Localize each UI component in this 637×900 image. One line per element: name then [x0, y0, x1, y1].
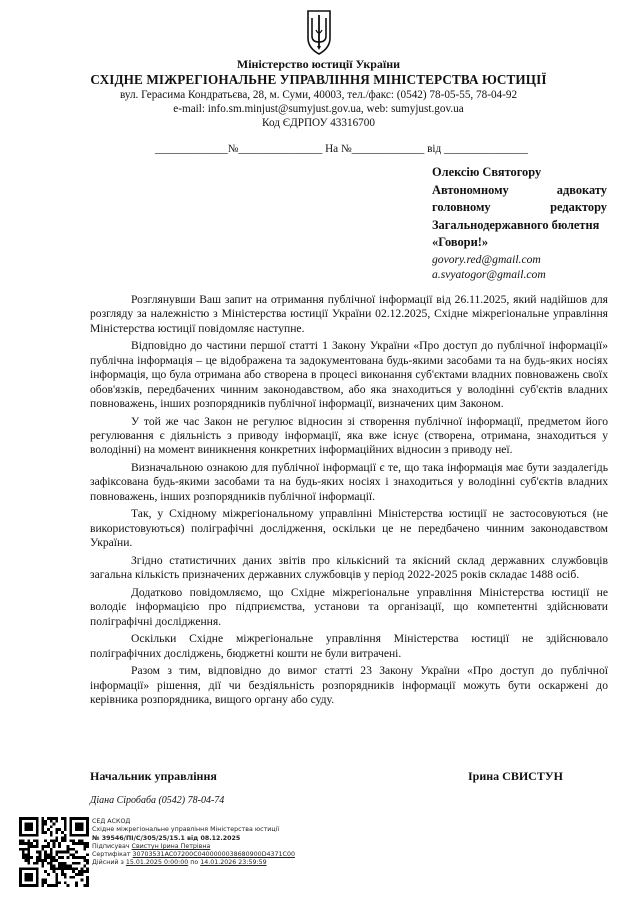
body-paragraph: Відповідно до частини першої статті 1 Закону України «Про доступ до публічної інформації» публічна інформація – це відображена та задокументована будь-якими засобами та на будь-яких носіях інформація, що була отримана або створена в процесі виконання суб'єктами владних повноважень своїх обов'язків, передбачених чинним законодавством, або яка знаходиться у володінні суб'єктів владних повноважень, інших розпорядників публічної інформації, визначених цим Законом. — [90, 339, 608, 411]
recipient-publication: Загальнодержавного бюлетня — [432, 217, 600, 232]
recipient-publication-name: «Говори!» — [432, 235, 489, 249]
qr-code-icon — [19, 817, 89, 887]
recipient-position: головному редактору — [432, 200, 607, 214]
stamp-system: СЕД АСКОД — [92, 818, 131, 825]
department-name: СХІДНЕ МІЖРЕГІОНАЛЬНЕ УПРАВЛІННЯ МІНІСТЕРСТВА ЮСТИЦІЇ — [90, 72, 547, 87]
recipient-name: Олексію Святогору — [432, 165, 542, 179]
stamp-signer: Свистун Ірина Петрівна — [131, 842, 211, 850]
body-paragraph: Визначальною ознакою для публічної інформації є те, що така інформація має бути заздалегідь зафіксована будь-якими засобами та на будь-яких носіях і знаходиться у володінні суб'єктів владних повноважень, інших розпорядників публічної інформації. — [90, 461, 608, 503]
executor-contact: Діана Сіробаба (0542) 78-04-74 — [90, 795, 225, 806]
recipient-block — [432, 164, 607, 252]
address-line: вул. Герасима Кондратьєва, 28, м. Суми, 40003, тел./факс: (0542) 78-05-55, 78-04-92 — [119, 89, 518, 101]
body-paragraph: Оскільки Східне міжрегіональне управління Міністерства юстиції не здійснювало поліграфічних досліджень, бюджетні кошти не були витрачені. — [90, 632, 608, 660]
letter-body — [90, 293, 608, 711]
recipient-role: Автономному адвокату — [432, 182, 607, 197]
stamp-registration-number: № 39546/ПІ/С/305/25/15.1 від 08.12.2025 — [92, 834, 241, 842]
body-paragraph: У той же час Закон не регулює відносин зі створення публічної інформації, предметом його регулювання є діяльність з приводу інформації, яка вже існує (створена, отримана, знаходиться у володінні) на момент виникнення конкретних інформаційних відносин з приводу неї. — [90, 414, 608, 457]
trident-emblem-icon — [306, 8, 332, 56]
signatory-name: Ірина СВИСТУН — [468, 769, 563, 783]
stamp-certificate: 30703531AC07200C0400000038680900D4371C00 — [132, 851, 295, 859]
body-paragraph: Згідно статистичних даних звітів про кількісний та якісний склад державних службовців загальна кількість призначених державних службовців у період 2022-2025 років складає 1488 осіб. — [90, 553, 608, 582]
stamp-signer-row: Підписувач Свистун Ірина Петрівна — [92, 842, 211, 850]
contacts-line: e-mail: info.sm.minjust@sumyjust.gov.ua, web: sumyjust.gov.ua — [173, 103, 464, 115]
signatory-title: Начальник управління — [90, 769, 217, 783]
registration-line: _____________№_______________ На №_____________ від _______________ — [155, 143, 528, 155]
stamp-validity-row: Дійсний з 15.01.2025 0:00:00 по 14.01.2026 23:59:59 — [92, 859, 267, 867]
body-paragraph: Розглянувши Ваш запит на отримання публічної інформації від 26.11.2025, який надійшов для розгляду за належністю з Міністерства юстиції України 02.12.2025, Східне міжрегіональне управління Міністерства юстиції повідомляє наступне. — [90, 293, 608, 335]
stamp-organization: Східне міжрегіональне управління Міністерства юстиції — [92, 826, 280, 834]
electronic-signature-stamp — [92, 818, 295, 868]
recipient-email-1[interactable]: govory.red@gmail.com — [432, 253, 541, 266]
recipient-email-2[interactable]: a.svyatogor@gmail.com — [432, 268, 546, 281]
recipient-emails — [432, 252, 546, 282]
body-paragraph: Так, у Східному міжрегіональному управлінні Міністерства юстиції не застосовуються (не використовуються) поліграфічні дослідження, оскільки це не передбачено чинним законодавством України. — [90, 507, 608, 550]
stamp-certificate-row: Сертифікат 30703531AC07200C0400000038680900D4371C00 — [92, 851, 295, 859]
ministry-name: Міністерство юстиції України — [236, 57, 401, 71]
edrpou-code: Код ЄДРПОУ 43316700 — [262, 117, 375, 129]
body-paragraph: Разом з тим, відповідно до вимог статті 23 Закону України «Про доступ до публічної інформації» рішення, дії чи бездіяльність розпорядників інформації можуть бути оскаржені до керівника розпорядника, вищого органу або суду. — [90, 664, 608, 707]
body-paragraph: Додатково повідомляємо, що Східне міжрегіональне управління Міністерства юстиції не володіє інформацією про підприємства, установи та організації, що компетентні здійснювати поліграфічні дослідження. — [90, 585, 608, 628]
